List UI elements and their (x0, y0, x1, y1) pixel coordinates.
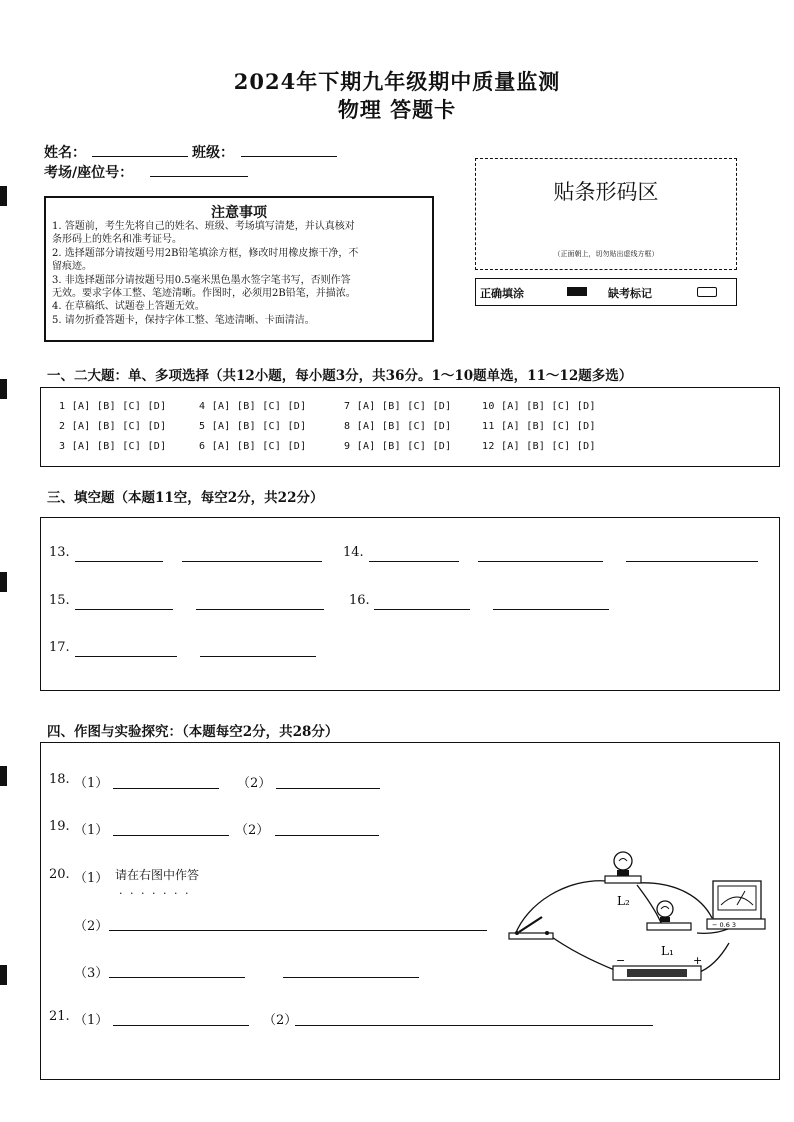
answer-line[interactable] (478, 560, 603, 562)
q19-label: 19. (49, 819, 70, 834)
bulb-icon (647, 901, 691, 930)
absent-label: 缺考标记 (608, 287, 652, 300)
answer-line[interactable] (109, 976, 245, 978)
q15-label: 15. (49, 593, 70, 608)
answer-line[interactable] (75, 560, 163, 562)
l2-label: L₂ (617, 894, 630, 908)
battery-plus: + (693, 954, 703, 967)
q14-label: 14. (343, 545, 364, 560)
q13-label: 13. (49, 545, 70, 560)
part-label: （2） (263, 1013, 298, 1028)
mc-item[interactable]: 3 [A] [B] [C] [D] (59, 441, 167, 452)
mc-item[interactable]: 9 [A] [B] [C] [D] (344, 441, 452, 452)
absent-checkbox[interactable] (697, 287, 717, 297)
notice-item: 3. 非选择题部分请按题号用0.5毫米黑色墨水签字笔书写，否则作答 (52, 274, 351, 286)
dots: . . . . . . . (119, 884, 191, 897)
q21-label: 21. (49, 1009, 70, 1024)
notice-item: 留痕迹。 (52, 261, 92, 273)
bulb-icon (605, 852, 641, 883)
barcode-note: （正面朝上，切勿贴出虚线方框） (553, 250, 659, 258)
answer-line[interactable] (109, 929, 487, 931)
timing-mark (0, 572, 7, 592)
part-label: （1） (74, 871, 109, 886)
wire (549, 935, 617, 971)
answer-line[interactable] (626, 560, 758, 562)
notice-title: 注意事项 (211, 205, 267, 221)
switch-icon (509, 917, 553, 939)
circuit-diagram[interactable] (507, 843, 767, 993)
part-label: （1） (74, 776, 109, 791)
answer-line[interactable] (374, 608, 470, 610)
answer-line[interactable] (75, 608, 173, 610)
battery-minus: − (616, 954, 626, 967)
meter-terminals: − 0.6 3 (712, 921, 737, 929)
answer-line[interactable] (75, 655, 177, 657)
timing-mark (0, 965, 7, 985)
experiment-box (40, 742, 780, 1080)
mc-item[interactable]: 1 [A] [B] [C] [D] (59, 401, 167, 412)
answer-line[interactable] (196, 608, 324, 610)
q20-instruction: 请在右图中作答 (115, 868, 200, 882)
page-subtitle: 物理 答题卡 (337, 97, 457, 122)
q16-label: 16. (349, 593, 370, 608)
l1-label: L₁ (661, 944, 674, 958)
timing-mark (0, 766, 7, 786)
answer-line[interactable] (283, 976, 419, 978)
fill-box (40, 517, 780, 691)
name-field[interactable] (92, 142, 188, 157)
answer-line[interactable] (113, 1024, 249, 1026)
answer-line[interactable] (113, 787, 219, 789)
barcode-title: 贴条形码区 (553, 180, 659, 204)
notice-item: 条形码上的姓名和准考证号。 (52, 234, 182, 246)
answer-line[interactable] (275, 834, 379, 836)
notice-item: 5. 请勿折叠答题卡，保持字体工整、笔迹清晰、卡面清洁。 (52, 314, 315, 326)
notice-item: 2. 选择题部分请按题号用2B铅笔填涂方框，修改时用橡皮擦干净，不 (52, 247, 359, 259)
answer-line[interactable] (295, 1024, 653, 1026)
answer-line[interactable] (493, 608, 609, 610)
class-field[interactable] (241, 142, 337, 157)
notice-item: 4. 在草稿纸、试题卷上答题无效。 (52, 301, 205, 313)
mc-item[interactable]: 12 [A] [B] [C] [D] (482, 441, 596, 452)
notice-box (44, 196, 434, 342)
answer-line[interactable] (182, 560, 322, 562)
mc-item[interactable]: 4 [A] [B] [C] [D] (199, 401, 307, 412)
section3-title: 三、填空题（本题11空，每空2分，共22分） (47, 490, 324, 506)
notice-item: 1. 答题前，考生先将自己的姓名、班级、考场填写清楚，并认真核对 (52, 221, 355, 232)
mc-box (40, 387, 780, 467)
name-label: 姓名： (44, 145, 86, 161)
class-label: 班级： (192, 145, 234, 161)
q18-label: 18. (49, 772, 70, 787)
answer-line[interactable] (200, 655, 316, 657)
part-label: （1） (74, 1013, 109, 1028)
filled-box-sample (567, 287, 587, 296)
part-label: （2） (74, 919, 109, 934)
answer-line[interactable] (113, 834, 229, 836)
part-label: （3） (74, 966, 109, 981)
mc-item[interactable]: 8 [A] [B] [C] [D] (344, 421, 452, 432)
q20-label: 20. (49, 867, 70, 882)
correct-fill-label: 正确填涂 (480, 287, 524, 300)
section1-title: 一、二大题：单、多项选择（共12小题，每小题3分，共36分。1～10题单选，11～12题多选） (47, 368, 633, 384)
part-label: （2） (237, 776, 272, 791)
part-label: （1） (74, 823, 109, 838)
notice-list (52, 220, 426, 327)
notice-item: 无效。要求字体工整、笔迹清晰。作图时，必须用2B铅笔，并描浓。 (52, 288, 356, 300)
battery-icon (613, 966, 701, 980)
seat-label: 考场/座位号： (44, 165, 134, 181)
mc-item[interactable]: 10 [A] [B] [C] [D] (482, 401, 596, 412)
mc-item[interactable]: 2 [A] [B] [C] [D] (59, 421, 167, 432)
barcode-area (475, 158, 737, 270)
mc-item[interactable]: 5 [A] [B] [C] [D] (199, 421, 307, 432)
mc-item[interactable]: 11 [A] [B] [C] [D] (482, 421, 596, 432)
timing-mark (0, 186, 7, 206)
answer-line[interactable] (369, 560, 459, 562)
timing-mark (0, 379, 7, 399)
page-title: 2024年下期九年级期中质量监测 (233, 69, 561, 94)
seat-field[interactable] (150, 162, 248, 177)
q17-label: 17. (49, 640, 70, 655)
mc-item[interactable]: 7 [A] [B] [C] [D] (344, 401, 452, 412)
fill-legend (475, 278, 737, 306)
section4-title: 四、作图与实验探究：（本题每空2分，共28分） (47, 724, 339, 740)
answer-line[interactable] (276, 787, 380, 789)
part-label: （2） (235, 823, 270, 838)
mc-item[interactable]: 6 [A] [B] [C] [D] (199, 441, 307, 452)
